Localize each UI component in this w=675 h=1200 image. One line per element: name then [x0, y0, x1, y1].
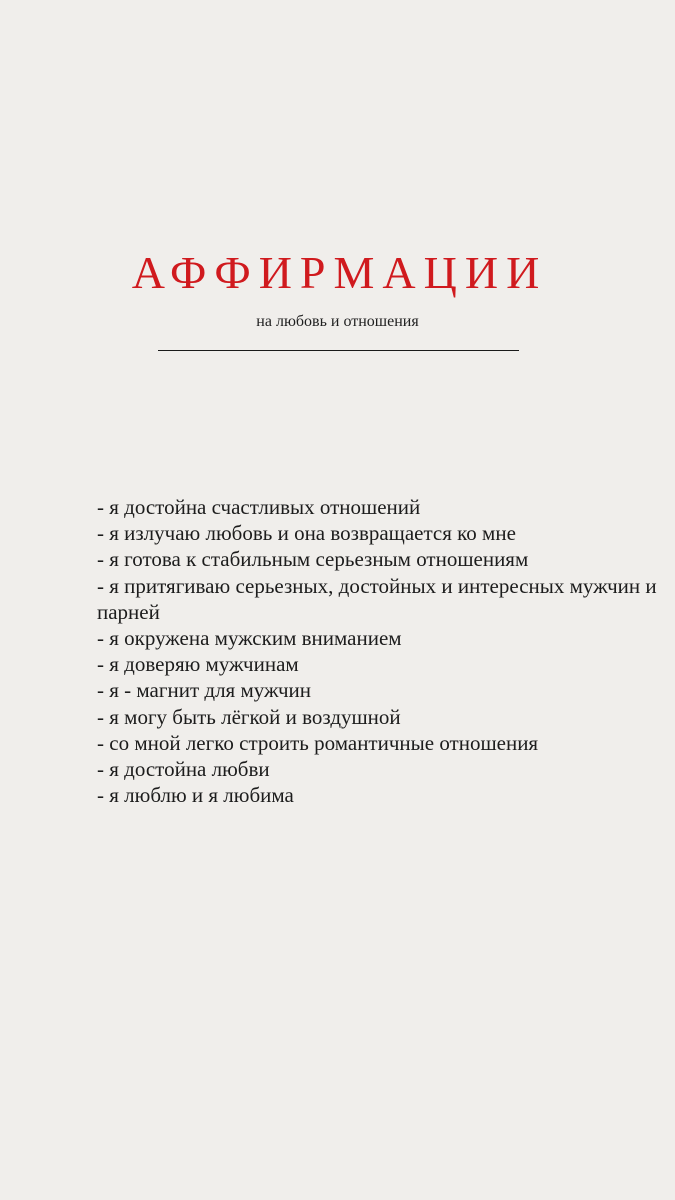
page-title: АФФИРМАЦИИ: [131, 247, 548, 298]
affirmations-list: [97, 494, 657, 808]
affirmation-item: - я люблю и я любима: [97, 783, 294, 808]
affirmation-item: - я достойна любви: [97, 757, 270, 782]
affirmation-item: - я окружена мужским вниманием: [97, 626, 402, 651]
affirmation-item: - я - магнит для мужчин: [97, 678, 311, 703]
affirmation-item: - я притягиваю серьезных, достойных и интересных мужчин и парней: [97, 573, 657, 624]
affirmation-item: - я излучаю любовь и она возвращается ко мне: [97, 521, 516, 546]
title-divider: [158, 350, 519, 351]
affirmation-item: - я готова к стабильным серьезным отношениям: [97, 547, 529, 572]
affirmation-item: - со мной легко строить романтичные отношения: [97, 730, 539, 755]
affirmation-item: - я достойна счастливых отношений: [97, 495, 421, 519]
affirmation-item: - я доверяю мужчинам: [97, 652, 299, 677]
page-subtitle: на любовь и отношения: [256, 313, 419, 330]
affirmation-item: - я могу быть лёгкой и воздушной: [97, 704, 401, 729]
